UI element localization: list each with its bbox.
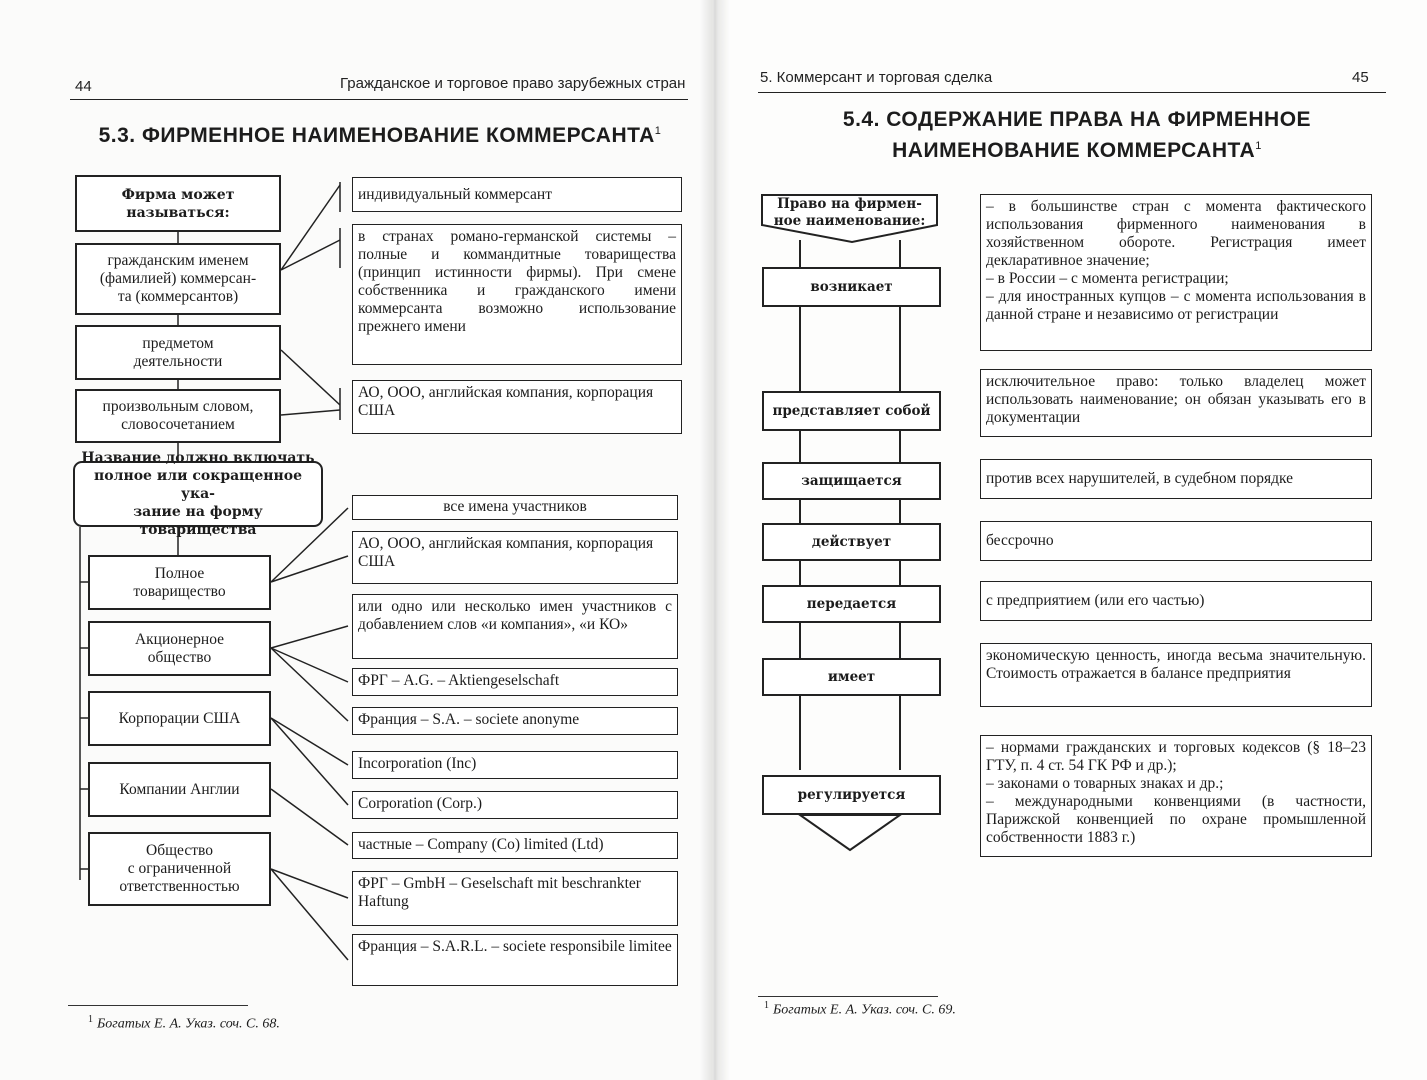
fan-line-a [281,185,340,270]
example-one-or-more-names: или одно или несколько имен участников с добавлением слов «и компания», «и КО» [352,594,678,659]
label-transferred: передается [762,585,941,623]
right-page [712,0,1427,1080]
text-represents: исключительное право: только владелец может использовать наименование; он обязан указывать его в документации [980,369,1372,437]
fan-line-k [271,718,348,805]
section-title-left: 5.3. ФИРМЕННОЕ НАИМЕНОВАНИЕ КОММЕРСАНТА$^1$ [98,124,662,147]
label-regulated: регулируется [762,775,941,815]
option-arbitrary-word: произвольным словом, словосочетанием [75,389,281,443]
entity-full-partnership: Полное товарищество [88,555,271,610]
example-frg-ag: ФРГ – A.G. – Aktiengeselschaft [352,668,678,696]
entity-us-corporations: Корпорации США [88,691,271,746]
example-ao-ooo-bottom: АО, ООО, английская компания, корпорация США [352,531,678,584]
fan-line-f [271,556,348,582]
example-individual: индивидуальный коммерсант [352,177,682,212]
example-company-limited: частные – Company (Co) limited (Ltd) [352,832,678,859]
page-number-right: 45 [1352,69,1369,86]
label-has: имеет [762,658,941,696]
footnote-rule-right [758,996,938,997]
footnote-right: $^1$ Богатых Е. А. Указ. соч. С. 69. [764,1000,956,1018]
label-acts: действует [762,523,941,561]
firm-box: Фирма может называться: [75,175,281,232]
fan-line-n [271,869,348,960]
text-regulated: – нормами гражданских и торговых кодексов (§ 18–23 ГТУ, п. 4 ст. 54 ГК РФ и др.); – законами о товарных знаках и др.; – международными конвенциями (в частности, Парижской конвенцией по охране промышленной собственности 1883 г.) [980,735,1372,857]
example-ao-ooo-top: АО, ООО, английская компания, корпорация США [352,380,682,434]
option-activity: предметом деятельности [75,325,281,380]
example-france-sarl: Франция – S.A.R.L. – societe responsibile limitee [352,934,678,986]
running-head-left: Гражданское и торговое право зарубежных стран [340,75,686,92]
head-box-label: Право на фирмен- ное наименование: [773,196,926,229]
text-has: экономическую ценность, иногда весьма значительную. Стоимость отражается в балансе предприятия [980,643,1372,707]
include-form-box: Название должно включать полное или сокращенное ука- зание на форму товарищества [73,461,323,527]
fan-line-j [271,718,348,765]
fan-line-b [281,240,340,270]
option-civil-name: гражданским именем (фамилией) коммерсан- та (коммерсантов) [75,243,281,315]
footnote-left: $^1$ Богатых Е. А. Указ. соч. С. 68. [88,1014,280,1032]
fan-line-g [271,626,348,648]
example-incorporation: Incorporation (Inc) [352,751,678,779]
label-protected: защищается [762,462,941,500]
entity-joint-stock: Акционерное общество [88,621,271,676]
example-frg-gmbh: ФРГ – GmbH – Geselschaft mit beschrankter Haftung [352,871,678,926]
arrow-tip-shape [800,815,900,850]
example-all-participants: все имена участников [352,495,678,520]
fan-line-c [281,350,340,405]
fan-line-i [271,648,348,721]
text-protected: против всех нарушителей, в судебном порядке [980,459,1372,499]
text-transferred: с предприятием (или его частью) [980,581,1372,621]
example-france-sa: Франция – S.A. – societe anonyme [352,707,678,735]
fan-line-l [271,789,348,845]
example-romano-german: в странах романо-германской системы – полные и коммандитные товарищества (принцип истинности фирмы). При смене собственника и гражданского имени коммерсанта возможно использование прежнего имени [352,224,682,365]
label-arises: возникает [762,267,941,307]
section-title-right: 5.4. СОДЕРЖАНИЕ ПРАВА НА ФИРМЕННОЕ НАИМЕНОВАНИЕ КОММЕРСАНТА$^1$ [842,108,1312,162]
running-head-right: 5. Коммерсант и торговая сделка [760,69,993,86]
fan-line-d [281,410,340,415]
label-represents: представляет собой [762,391,941,431]
entity-english-companies: Компании Англии [88,762,271,817]
fan-line-e [271,508,348,582]
left-diagram-lines [0,0,712,1080]
example-corporation: Corporation (Corp.) [352,791,678,819]
page-number-left: 44 [75,78,92,95]
entity-llc: Общество с ограниченной ответственностью [88,832,271,906]
text-acts: бессрочно [980,521,1372,561]
text-arises: – в большинстве стран с момента фактического использования фирменного наименования в хозяйственном обороте. Регистрация имеет декларативное значение; – в России – с момента регистрации; – для иностранных купцов – с момента использования в данной стране и независимо от регистрации [980,194,1372,351]
fan-line-h [271,648,348,682]
